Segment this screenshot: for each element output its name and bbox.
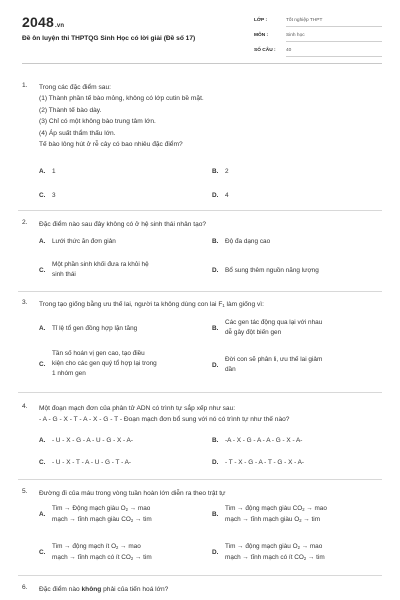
stem-line: Trong tạo giống bằng ưu thế lai, người ta không dùng con lai $F_1$ làm giống vì: <box>39 301 264 308</box>
option-text: 4 <box>225 192 229 199</box>
option-text: 2 <box>225 168 229 175</box>
option-letter: B. <box>212 238 219 245</box>
meta-count-label: SỐ CÂU : <box>254 48 276 53</box>
option-text: Lưới thức ăn đơn giản <box>52 238 116 245</box>
question-3 <box>22 299 382 311</box>
option-d[interactable] <box>212 355 377 377</box>
option-letter: B. <box>212 168 219 175</box>
stem-line: (4) Áp suất thẩm thấu lớn. <box>39 129 116 137</box>
site-logo[interactable]: 2048.vn <box>22 14 65 30</box>
option-letter: A. <box>39 238 46 245</box>
option-text: Tim → động mạch giàu $CO_2$ → mao mạch → tĩnh mạch giàu $O_2$ → tim <box>225 505 327 523</box>
option-text: Một phần sinh khối đưa ra khỏi hệ sinh thái <box>52 261 149 278</box>
question-divider <box>18 291 382 292</box>
document-title: Đề ôn luyện thi THPTQG Sinh Học có lời giải (Đề số 17) <box>22 35 196 42</box>
option-text: 3 <box>52 192 56 199</box>
question-number: 6. <box>22 584 28 591</box>
stem-line: (2) Thành tế bào dày. <box>39 106 102 114</box>
option-a[interactable] <box>39 324 199 334</box>
option-letter: A. <box>39 511 46 518</box>
option-c[interactable] <box>39 542 209 564</box>
question-number: 4. <box>22 403 28 410</box>
option-letter: C. <box>39 192 46 199</box>
question-6 <box>22 584 382 596</box>
option-d[interactable] <box>212 266 372 276</box>
header-divider <box>22 63 382 64</box>
meta-class-label: LỚP : <box>254 18 268 23</box>
question-number: 5. <box>22 488 28 495</box>
option-letter: A. <box>39 168 46 175</box>
option-text: -A - X - G - A - A - G - X - A- <box>225 437 303 444</box>
question-stem <box>39 299 382 311</box>
option-text: - U - X - G - A - U - G - X - A- <box>52 437 133 444</box>
option-b[interactable] <box>212 436 372 446</box>
stem-line: Tế bào lông hút ở rễ cây có bao nhiêu đặc điểm? <box>39 141 183 149</box>
question-1 <box>22 82 382 162</box>
meta-subject-label: MÔN : <box>254 33 269 38</box>
option-text: Tim → động mạch ít $O_2$ → mao mạch → tĩnh mạch có ít $CO_2$ → tim <box>52 543 152 561</box>
stem-line: (3) Chỉ có một không bào trung tâm lớn. <box>39 118 156 126</box>
question-4 <box>22 403 382 427</box>
option-letter: D. <box>212 192 219 199</box>
option-text: - T - X - G - A - T - G - X - A- <box>225 459 305 466</box>
meta-class <box>254 16 382 28</box>
stem-line: - A - G - X - T - A - X - G - T - Đoạn mạch đơn bổ sung với nó có trình tự như thế nào? <box>39 416 290 424</box>
option-letter: D. <box>212 267 219 274</box>
option-letter: D. <box>212 549 219 556</box>
question-stem <box>39 584 382 595</box>
option-text: - U - X - T - A - U - G - T - A- <box>52 459 132 466</box>
stem-line: (1) Thành phần tế bào mỏng, không có lớp cutin bề mặt. <box>39 95 204 103</box>
option-a[interactable] <box>39 436 199 446</box>
meta-count <box>254 46 382 58</box>
option-text: Đời con sẽ phân li, ưu thế lai giảm dần <box>225 356 323 373</box>
question-divider <box>18 210 382 211</box>
stem-line: Một đoạn mạch đơn của phân tử ADN có trình tự sắp xếp như sau: <box>39 405 236 412</box>
option-d[interactable] <box>212 542 382 564</box>
question-number: 3. <box>22 299 28 306</box>
option-letter: D. <box>212 362 219 369</box>
question-divider <box>18 479 382 480</box>
question-stem <box>39 219 382 230</box>
option-c[interactable] <box>39 191 199 201</box>
option-d[interactable] <box>212 458 372 468</box>
question-number: 2. <box>22 219 28 226</box>
option-a[interactable] <box>39 237 199 247</box>
option-b[interactable] <box>212 504 382 526</box>
option-text: Tần số hoán vị gen cao, tạo điều kiện cho các gen quý tổ hợp lại trong 1 nhóm gen <box>52 350 157 377</box>
question-stem <box>39 488 382 499</box>
option-b[interactable] <box>212 237 372 247</box>
option-letter: A. <box>39 325 46 332</box>
stem-line: Đặc điểm nào không phải của tiến hoá lớn? <box>39 586 169 593</box>
option-a[interactable] <box>39 167 199 177</box>
question-stem <box>39 403 382 426</box>
question-divider <box>18 575 382 576</box>
option-letter: C. <box>39 459 46 466</box>
option-c[interactable] <box>39 458 199 468</box>
question-divider <box>18 392 382 393</box>
question-stem <box>39 82 382 150</box>
option-letter: C. <box>39 267 46 274</box>
option-text: Bổ sung thêm nguồn năng lượng <box>225 267 319 274</box>
option-b[interactable] <box>212 318 377 340</box>
option-a[interactable] <box>39 504 209 526</box>
option-letter: C. <box>39 549 46 556</box>
option-text: Tim → Động mạch giàu $O_2$ → mao mạch → tĩnh mạch giàu $CO_2$ → tim <box>52 505 152 523</box>
stem-line: Đặc điểm nào sau đây không có ở hệ sinh thái nhân tạo? <box>39 221 207 228</box>
meta-class-value: Tốt nghiệp THPT <box>286 18 382 27</box>
question-2 <box>22 219 382 231</box>
question-5 <box>22 488 382 500</box>
option-c[interactable] <box>39 349 211 381</box>
option-c[interactable] <box>39 260 199 282</box>
option-letter: B. <box>212 437 219 444</box>
meta-subject <box>254 31 382 43</box>
question-number: 1. <box>22 82 28 89</box>
option-b[interactable] <box>212 167 372 177</box>
option-letter: A. <box>39 437 46 444</box>
meta-subject-value: Sinh học <box>286 33 382 42</box>
stem-line: Đường đi của máu trong vòng tuần hoàn lớn diễn ra theo trật tự <box>39 490 226 497</box>
option-text: Độ đa dạng cao <box>225 238 271 245</box>
option-letter: D. <box>212 459 219 466</box>
option-letter: B. <box>212 511 219 518</box>
option-text: Tỉ lệ tổ gen đồng hợp lặn tăng <box>52 325 138 332</box>
option-letter: C. <box>39 361 46 368</box>
option-d[interactable] <box>212 191 372 201</box>
option-text: Tim → động mạch giàu $O_2$ → mao mạch → tĩnh mạch có ít $CO_2$ → tim <box>225 543 325 561</box>
option-text: Các gen tác động qua lại với nhau dễ gây đột biến gen <box>225 319 323 336</box>
meta-count-value: 40 <box>286 48 382 57</box>
stem-line: Trong các đặc điểm sau: <box>39 84 111 91</box>
option-text: 1 <box>52 168 56 175</box>
option-letter: B. <box>212 325 219 332</box>
